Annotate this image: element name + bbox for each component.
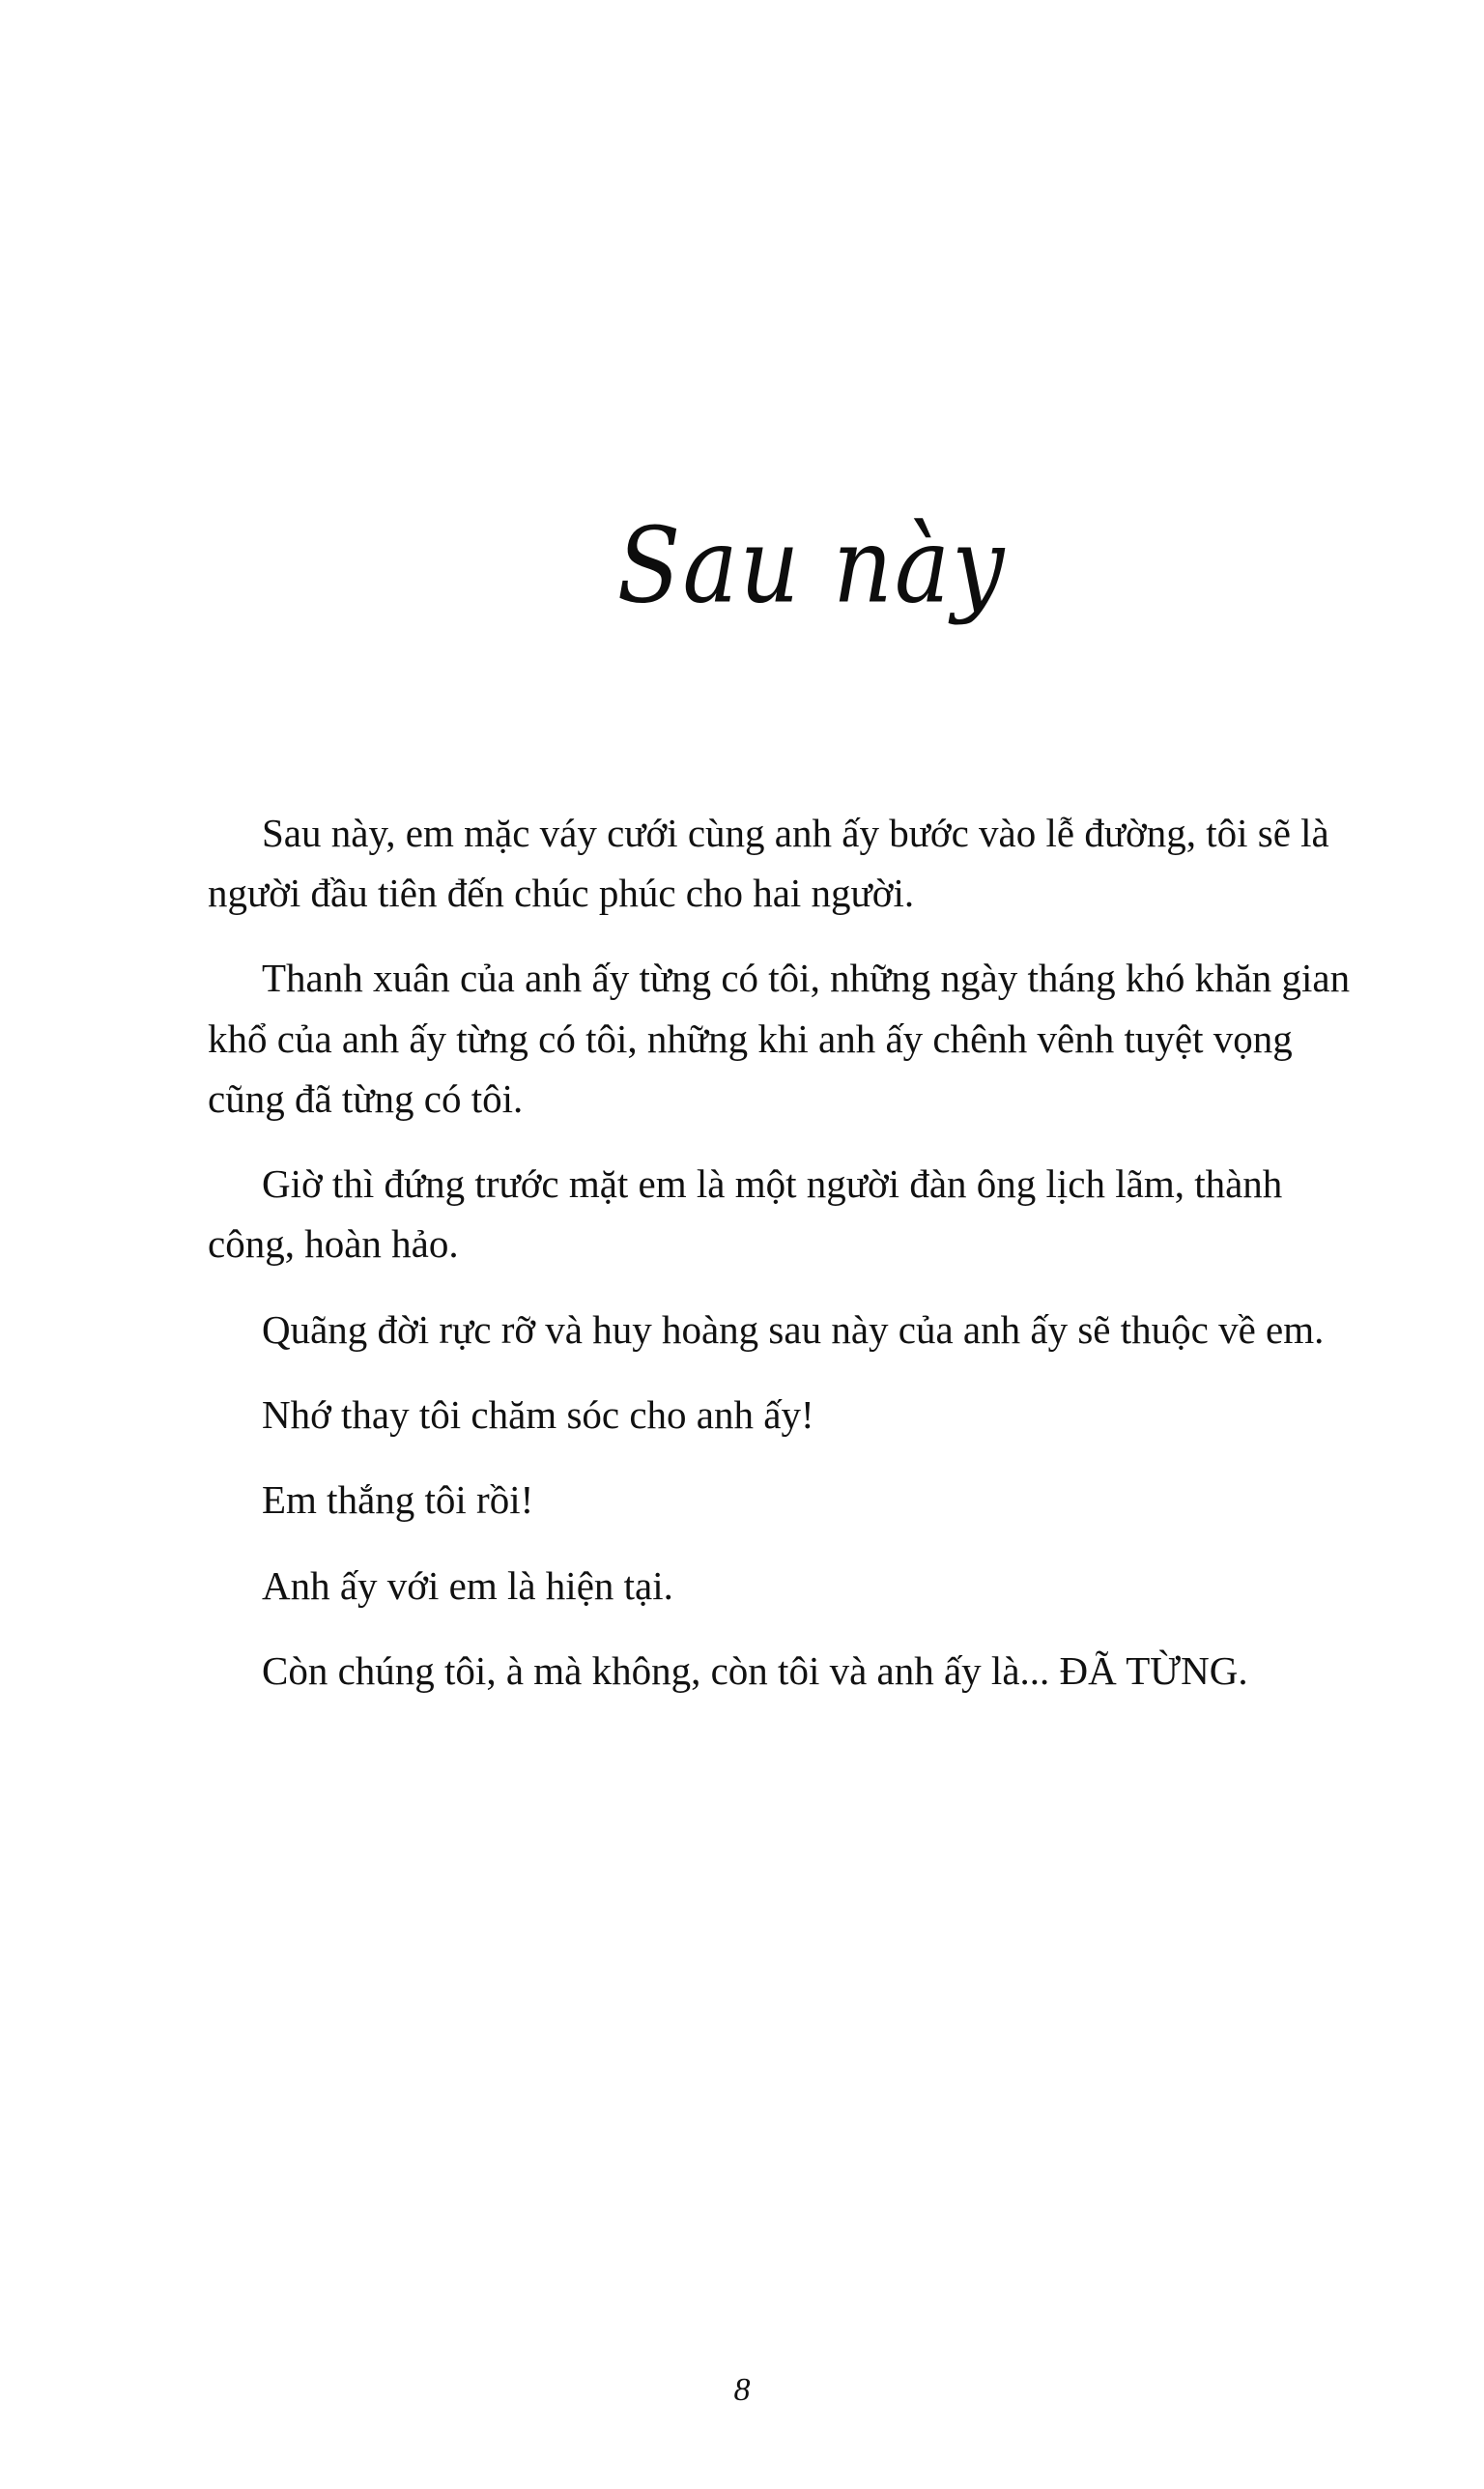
paragraph: Thanh xuân của anh ấy từng có tôi, những ngày tháng khó khăn gian khổ của anh ấy từng có tôi, những khi anh ấy chênh vênh tuyệt vọng cũng đã từng có tôi.: [208, 956, 1351, 1121]
body-text: [208, 803, 1357, 1702]
page-title: Sau này: [616, 504, 1007, 627]
paragraph: Nhớ thay tôi chăm sóc cho anh ấy!: [262, 1392, 814, 1438]
page-number: 8: [733, 2372, 751, 2408]
paragraph: Giờ thì đứng trước mặt em là một người đàn ông lịch lãm, thành công, hoàn hảo.: [208, 1161, 1283, 1267]
paragraph: Em thắng tôi rồi!: [262, 1477, 534, 1523]
paragraph: Anh ấy với em là hiện tại.: [262, 1562, 673, 1608]
paragraph: Sau này, em mặc váy cưới cùng anh ấy bước vào lễ đường, tôi sẽ là người đầu tiên đến chúc phúc cho hai người.: [208, 810, 1329, 915]
page-content: [208, 504, 1357, 1726]
paragraph: Còn chúng tôi, à mà không, còn tôi và anh ấy là... ĐÃ TỪNG.: [262, 1648, 1248, 1694]
paragraph: Quãng đời rực rỡ và huy hoàng sau này của anh ấy sẽ thuộc về em.: [262, 1306, 1325, 1352]
